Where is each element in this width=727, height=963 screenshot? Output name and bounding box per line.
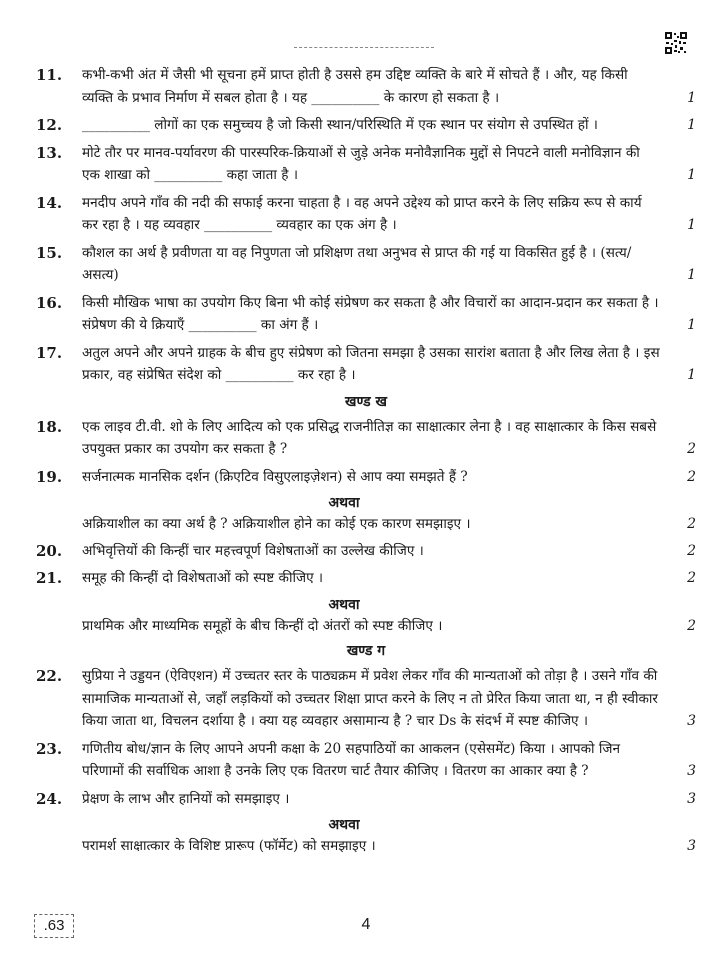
question-14: [36, 192, 696, 237]
question-marks: 2: [687, 617, 696, 634]
question-text: किसी मौखिक भाषा का उपयोग किए बिना भी कोई संप्रेषण कर सकता है और विचारों का आदान-प्रदान कर सकता है । संप्रेषण की ये क्रियाएँ __________ का अंग हैं ।: [82, 294, 659, 333]
top-divider: [294, 47, 434, 48]
paper-code: .63: [34, 914, 74, 938]
question-21-alternative: [36, 615, 696, 638]
question-19-alternative: [36, 513, 696, 536]
question-text: प्रेक्षण के लाभ और हानियों को समझाइए ।: [82, 790, 290, 807]
question-number: 18.: [36, 417, 63, 436]
question-list: [36, 64, 696, 862]
question-20: [36, 540, 696, 563]
question-text: अक्रियाशील का क्या अर्थ है ? अक्रियाशील होने का कोई एक कारण समझाइए ।: [82, 516, 471, 532]
question-15: [36, 242, 696, 287]
question-number: 13.: [36, 143, 63, 162]
question-number: 11.: [36, 66, 63, 84]
question-19: [36, 466, 696, 489]
question-text: गणितीय बोध/ज्ञान के लिए आपने अपनी कक्षा के 20 सहपाठियों का आकलन (एसेसमेंट) किया । आपको जिन परिणामों की सर्वाधिक आशा है उनके लिए एक वितरण चार्ट तैयार कीजिए । वितरण का आकार क्या है ?: [82, 740, 621, 779]
question-text: कभी-कभी अंत में जैसी भी सूचना हमें प्राप्त होती है उससे हम उद्दिष्ट व्यक्ति के बारे में सोचते हैं । और, यह किसी व्यक्ति के प्रभाव निर्माण में सबल होता है । यह __________ के कारण हो सकता है ।: [82, 67, 628, 106]
question-text: एक लाइव टी.वी. शो के लिए आदित्य को एक प्रसिद्ध राजनीतिज्ञ का साक्षात्कार लेना है । वह साक्षात्कार के किस सबसे उपयुक्त प्रकार का उपयोग कर सकता है ?: [82, 418, 657, 457]
question-17: [36, 342, 696, 387]
question-text: समूह की किन्हीं दो विशेषताओं को स्पष्ट कीजिए ।: [82, 570, 324, 586]
or-label: अथवा: [328, 596, 360, 613]
question-21: [36, 567, 696, 590]
or-label: अथवा: [328, 817, 360, 833]
question-marks: 2: [687, 441, 696, 457]
question-number: 23.: [36, 739, 63, 758]
page-number: 4: [361, 916, 371, 933]
question-marks: 2: [687, 542, 696, 559]
or-label: अथवा: [328, 495, 360, 511]
question-number: 16.: [36, 293, 63, 312]
question-number: 15.: [36, 243, 63, 262]
question-24: [36, 788, 696, 811]
question-text: कौशल का अर्थ है प्रवीणता या वह निपुणता जो प्रशिक्षण तथा अनुभव से प्राप्त की गई या विकसित हुई है । (सत्य/असत्य): [82, 244, 632, 283]
question-number: 19.: [36, 467, 63, 486]
question-24-alternative: [36, 835, 696, 858]
question-marks: 1: [687, 89, 696, 106]
question-marks: 2: [687, 570, 696, 586]
question-marks: 2: [687, 468, 696, 485]
question-13: [36, 142, 696, 187]
question-text: मोटे तौर पर मानव-पर्यावरण की पारस्परिक-क्रियाओं से जुड़े अनेक मनोवैज्ञानिक मुद्दों से निपटने वाली मनोविज्ञान की एक शाखा को __________ कहा जाता है ।: [82, 144, 640, 183]
question-text: अभिवृत्तियों की किन्हीं चार महत्त्वपूर्ण विशेषताओं का उल्लेख कीजिए ।: [82, 542, 424, 559]
question-marks: 1: [687, 117, 696, 133]
question-number: 12.: [36, 116, 63, 134]
question-text: परामर्श साक्षात्कार के विशिष्ट प्रारूप (फॉर्मेट) को समझाइए ।: [82, 838, 376, 854]
section-c-heading: खण्ड ग: [346, 643, 386, 659]
question-number: 22.: [36, 667, 63, 685]
question-22: [36, 665, 696, 733]
question-16: [36, 292, 696, 337]
question-number: 20.: [36, 541, 63, 560]
question-text: __________ लोगों का एक समुच्चय है जो किसी स्थान/परिस्थिति में एक स्थान पर संयोग से उपस्थित हों ।: [82, 117, 598, 133]
question-text: सर्जनात्मक मानसिक दर्शन (क्रिएटिव विसुएलाइज़ेशन) से आप क्या समझते हैं ?: [82, 468, 468, 485]
question-marks: 1: [687, 167, 696, 183]
question-marks: 2: [687, 516, 696, 532]
question-number: 24.: [36, 789, 63, 808]
section-b-heading: खण्ड ख: [345, 393, 387, 410]
question-number: 21.: [36, 569, 63, 587]
question-marks: 1: [687, 317, 696, 333]
question-text: मनदीप अपने गाँव की नदी की सफाई करना चाहता है । वह अपने उद्देश्य को प्राप्त करने के लिए सक्रिय रूप से कार्य कर रहा है । यह व्यवहार __________ व्यवहार का एक अंग है ।: [82, 194, 642, 233]
question-marks: 3: [687, 838, 696, 854]
question-11: [36, 64, 696, 109]
question-marks: 1: [687, 217, 696, 233]
question-23: [36, 738, 696, 783]
question-marks: 1: [687, 367, 696, 383]
question-text: प्राथमिक और माध्यमिक समूहों के बीच किन्हीं दो अंतरों को स्पष्ट कीजिए ।: [82, 617, 443, 634]
question-text: सुप्रिया ने उड्डयन (ऐविएशन) में उच्चतर स्तर के पाठ्यक्रम में प्रवेश लेकर गाँव की मान्यताओं को तोड़ा है । उसने गाँव की सामाजिक मान्यताओं से, जहाँ लड़कियों को उच्चतर शिक्षा प्राप्त करने के लिए न तो प्रेरित किया जाता था, न ही स्वीकार किया जाता था, विचलन दर्शाया है । क्या यह व्यवहार असामान्य है ? चार Ds के संदर्भ में स्पष्ट कीजिए ।: [82, 668, 658, 729]
question-12: [36, 114, 696, 137]
question-marks: 3: [687, 713, 696, 729]
qr-code-icon: [665, 32, 687, 54]
question-number: 14.: [36, 193, 63, 212]
question-marks: 3: [687, 763, 696, 779]
question-marks: 1: [687, 267, 696, 283]
question-number: 17.: [36, 343, 63, 362]
question-text: अतुल अपने और अपने ग्राहक के बीच हुए संप्रेषण को जितना समझा है उसका सारांश बताता है और लिख लेता है । इस प्रकार, वह संप्रेषित संदेश को __________ कर रहा है ।: [82, 344, 660, 383]
question-18: [36, 416, 696, 461]
question-marks: 3: [687, 790, 696, 807]
